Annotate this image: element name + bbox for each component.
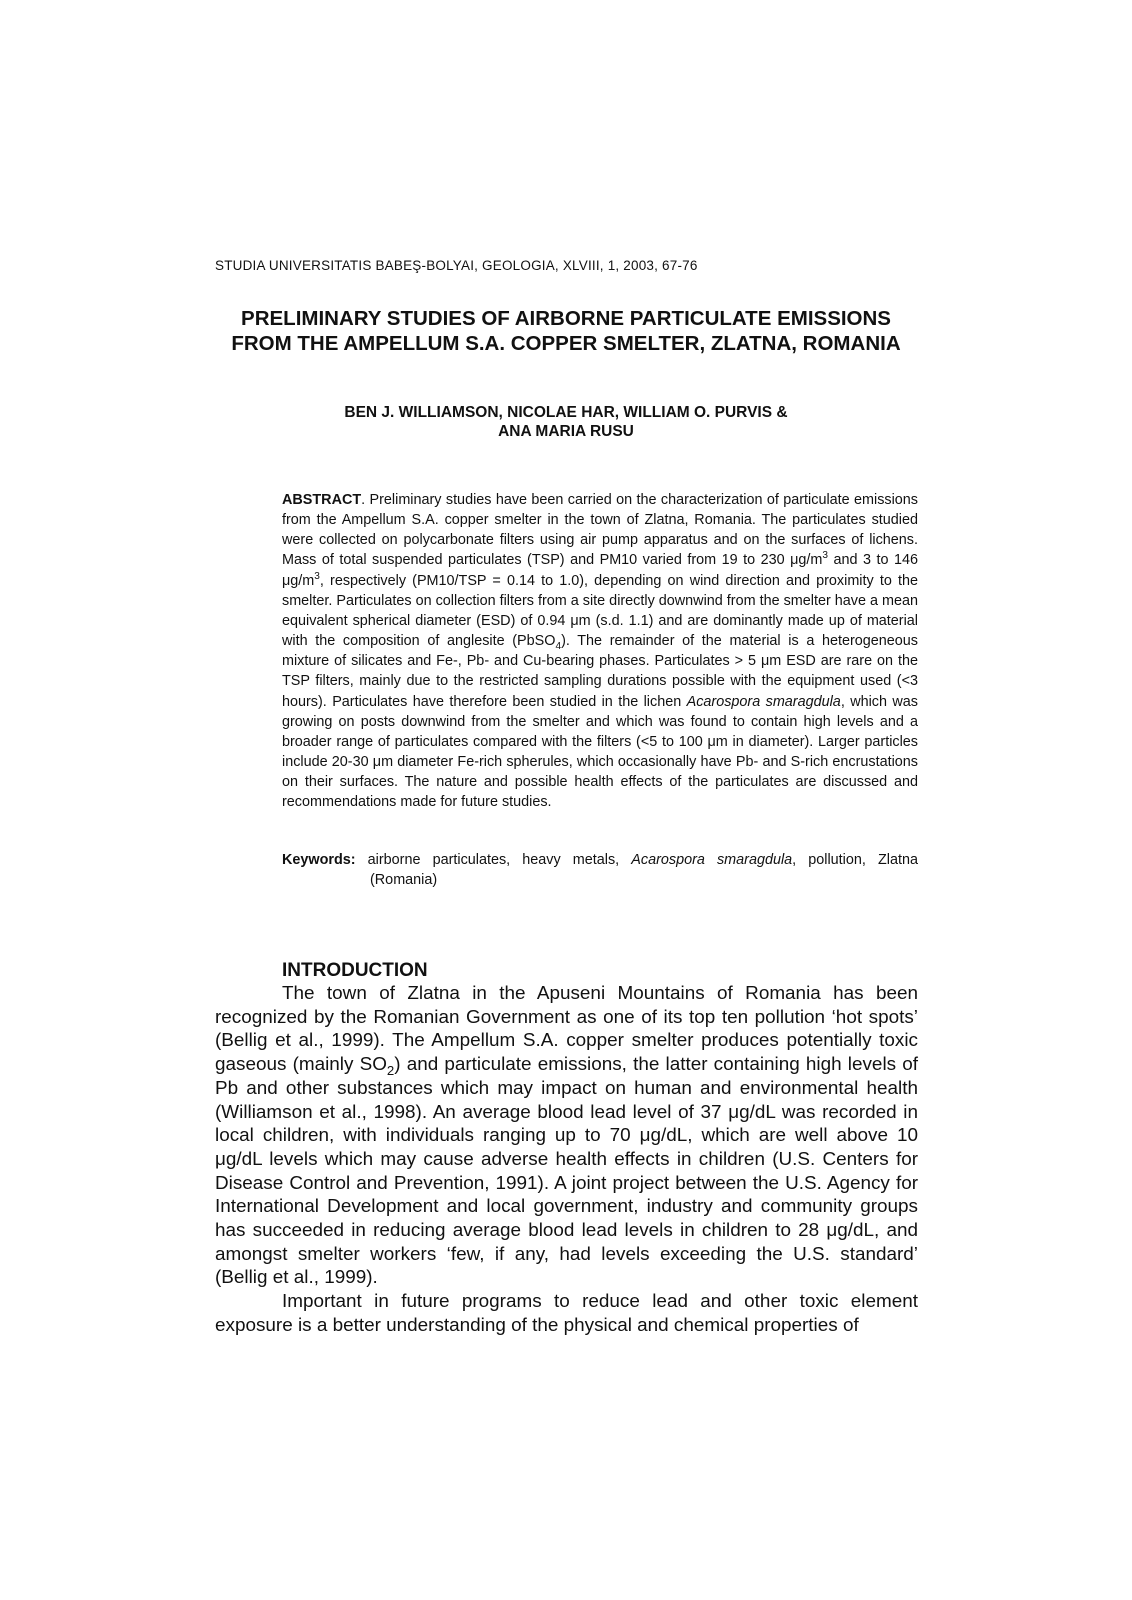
abstract-text: and 3 to 146 μg/m	[282, 552, 918, 589]
abstract-subscript: 4	[555, 640, 562, 652]
intro-subscript: 2	[386, 1062, 395, 1078]
authors-line-1: BEN J. WILLIAMSON, NICOLAE HAR, WILLIAM O. PURVIS &	[344, 404, 788, 421]
title-line-1: PRELIMINARY STUDIES OF AIRBORNE PARTICULATE EMISSIONS	[241, 307, 891, 330]
abstract-species-name: Acarospora smaragdula	[686, 693, 841, 710]
title-line-2: FROM THE AMPELLUM S.A. COPPER SMELTER, ZLATNA, ROMANIA	[231, 332, 901, 355]
abstract	[282, 490, 918, 813]
abstract-text: ). The remainder of the material is a heterogeneous mixture of silicates and Fe-, Pb- and Cu-bearing phases. Particulates > 5 μm ESD are rare on the TSP filters, mainly due to the restricted sampling durations possible with the equipment used (<3 hours). Particulates have therefore been studied in the lichen	[282, 633, 919, 710]
abstract-superscript: 3	[822, 550, 829, 562]
keywords-label: Keywords:	[282, 852, 356, 868]
abstract-text: . Preliminary studies have been carried on the characterization of particulate emissions from the Ampellum S.A. copper smelter in the town of Zlatna, Romania. The particulates studied were collected on polycarbonate filters using air pump apparatus and on the surfaces of lichens. Mass of total suspended particulates (TSP) and PM10 varied from 19 to 230 μg/m	[282, 492, 918, 569]
intro-text: ) and particulate emissions, the latter containing high levels of Pb and other substances which may impact on human and environmental health (Williamson et al., 1998). An average blood lead level of 37 μg/dL was recorded in local children, with individuals ranging up to 70 μg/dL, which are well above 10 μg/dL levels which may cause adverse health effects in children (U.S. Centers for Disease Control and Prevention, 1991). A joint project between the U.S. Agency for International Development and local government, industry and community groups has succeeded in reducing average blood lead levels in children to 28 μg/dL, and amongst smelter workers ‘few, if any, had levels exceeding the U.S. standard’ (Bellig et al., 1999).	[215, 1054, 918, 1289]
keywords-species-name: Acarospora smaragdula	[631, 852, 793, 868]
keywords-text: airborne particulates, heavy metals,	[355, 852, 632, 868]
intro-paragraph-1	[215, 982, 918, 1290]
intro-text: The town of Zlatna in the Apuseni Mountains of Romania has been recognized by the Romanian Government as one of its top ten pollution ‘hot spots’ (Bellig et al., 1999). The Ampellum S.A. copper smelter produces potentially toxic gaseous (mainly SO	[215, 983, 918, 1076]
abstract-text: , which was growing on posts downwind from the smelter and which was found to contain high levels and a broader range of particulates compared with the filters (<5 to 100 μm in diameter). Larger particles include 20-30 μm diameter Fe-rich spherules, which occasionally have Pb- and S-rich encrustations on their surfaces. The nature and possible health effects of the particulates are discussed and recommendations made for future studies.	[282, 693, 918, 811]
introduction-body	[215, 982, 918, 1338]
paper-title	[160, 306, 972, 356]
abstract-text: , respectively (PM10/TSP = 0.14 to 1.0), depending on wind direction and proximity to the smelter. Particulates on collection filters from a site directly downwind from the smelter have a mean equivalent spherical diameter (ESD) of 0.94 μm (s.d. 1.1) and are dominantly made up of material with the composition of anglesite (PbSO	[282, 572, 918, 650]
journal-header: STUDIA UNIVERSITATIS BABEŞ-BOLYAI, GEOLOGIA, XLVIII, 1, 2003, 67-76	[215, 258, 698, 273]
authors-line-2: ANA MARIA RUSU	[498, 423, 634, 440]
abstract-superscript: 3	[314, 570, 320, 582]
section-heading-introduction: INTRODUCTION	[282, 960, 428, 981]
keywords-text: , pollution, Zlatna (Romania)	[370, 852, 918, 888]
keywords	[282, 850, 918, 890]
author-list	[160, 403, 972, 441]
intro-paragraph-2: Important in future programs to reduce lead and other toxic element exposure is a better understanding of the physical and chemical properties of	[215, 1291, 918, 1336]
abstract-label: ABSTRACT	[282, 492, 362, 508]
